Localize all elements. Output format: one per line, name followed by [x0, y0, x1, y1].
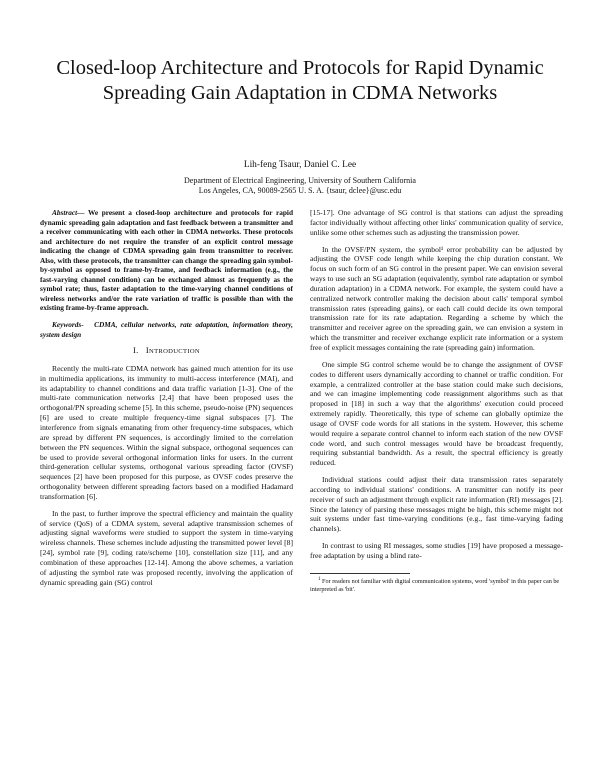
right-column [310, 208, 563, 595]
section-rest: NTRODUCTION [149, 348, 200, 356]
body-paragraph: In the past, to further improve the spectral efficiency and maintain the quality of service (QoS) of a CDMA system, several adaptive transmission schemes of adjusting signal waveforms were studied to support the system in time-varying wireless channels. These schemes include adjusting the transmitted power level [8][24], symbol rate [9], coding rate/scheme [10], constellation size [11], and any combination of these approaches [12-14]. Among the above schemes, a variation of adjusting the symbol rate was proposed recently, involving the application of dynamic spreading gain (SG) control [40, 508, 293, 587]
authors: Lih-feng Tsaur, Daniel C. Lee [243, 160, 357, 170]
affiliation [40, 176, 560, 197]
keywords [40, 320, 293, 339]
affiliation-dept: Department of Electrical Engineering, University of Southern California [184, 176, 416, 185]
section-numeral: I. [133, 345, 139, 356]
abstract [40, 208, 293, 313]
paper-title: Closed-loop Architecture and Protocols for Rapid Dynamic Spreading Gain Adaptation in CDMA Networks [56, 57, 544, 104]
keywords-text: CDMA, cellular networks, rate adaptation, information theory, system design [40, 320, 293, 339]
footnote [310, 578, 563, 595]
abstract-text: We present a closed-loop architecture and protocols for rapid dynamic spreading gain adaptation and fast feedback between a transmitter and a receiver communicating with each other in CDMA networks. These protocols and architecture do not require the transfer of an explicit control message indicating the change of CDMA spreading gain from transmitter to receiver. Also, with these protocols, the transmitter can change the spreading gain symbol-by-symbol as opposed to frame-by-frame, and feedback information (e.g., the fast-varying channel condition) can be exchanged almost as frequently as the symbol rate; thus, faster adaptation to the time-varying channel conditions of wireless networks and/or the rate variation of traffic is possible than with the existing frame-by-frame approach. [40, 208, 293, 313]
body-paragraph: Recently the multi-rate CDMA network has gained much attention for its use in multimedia applications, its immunity to multi-access interference (MAI), and its adaptability to channel conditions and data traffic variation [1-3]. One of the multi-rate communication networks [2,4] that have been proposed uses the orthogonal/PN spreading scheme [5]. In this scheme, pseudo-noise (PN) sequences [6] are used to create multiple frequency-time signal subspaces [7]. The interference from signals emanating from other frequency-time subspaces, which are spread by different PN sequences, is accordingly limited to the correlation between the PN sequences. Within the signal subspace, orthogonal sequences can be used to provide several orthogonal information links for users. In the current third-generation cellular systems, orthogonal various spreading factor (OVSF) sequences [2] have been proposed for this purpose, as OVSF codes preserve the orthogonality between different spreading factors based on a modified Hadamard transformation [6]. [40, 363, 293, 501]
footnote-rule [310, 573, 410, 574]
body-paragraph: One simple SG control scheme would be to change the assignment of OVSF codes to different users dynamically according to channel or traffic condition. For example, a centralized controller at the base station could make such decisions, and we can imagine implementing code reassignment algorithms such as that proposed in [18] in such a way that the algorithms' execution could proceed extremely rapidly. Theoretically, this type of scheme can globally optimize the usage of OVSF code words for all stations in the system. However, this scheme would require a separate control channel to inform each station of the new OVSF code word, and such control messages would have be broadcast frequently, requiring substantial bandwidth. As a result, the spectral efficiency is greatly reduced. [310, 359, 563, 468]
keywords-label: Keywords- [52, 320, 84, 330]
body-paragraph: [15-17]. One advantage of SG control is that stations can adjust the spreading factor individually without affecting other links' communication quality of service, unlike some other schemes such as adjusting the transmission power. [310, 208, 563, 237]
left-column [40, 208, 293, 595]
body-paragraph: Individual stations could adjust their data transmission rates separately according to individual stations' conditions. A transmitter can notify its peer receiver of such an adjustment through explicit rate information (RI) messages [2]. Since the latency of parsing these messages might be high, this scheme might not suit systems under fast time-varying conditions (e.g., fast time-varying fading channels). [310, 475, 563, 534]
abstract-label: Abstract— [52, 208, 85, 217]
footnote-marker: 1 [318, 576, 321, 582]
section-initial: I [145, 345, 150, 356]
section-heading-introduction [40, 346, 293, 357]
affiliation-address: Los Angeles, CA, 90089-2565 U. S. A. {tsaur, dclee}@usc.edu [198, 186, 402, 196]
body-paragraph: In the OVSF/PN system, the symbol¹ error probability can be adjusted by adjusting the OVSF code length while keeping the chip duration constant. We focus on such form of an SG control in the present paper. We can envision several ways to use such an SG adaptation (equivalently, symbol rate adaptation or symbol duration adaptation) in a CDMA network. For example, the system could have a centralized network controller making the decision about calls' temporal symbol transmission rates (spreading gains), or each call could decide its own temporal transmission rate for its rate adaptation. Regarding a scheme by which the transmitter and receiver agree on the spreading gain, we can envision a system in which the transmitter and receiver exchange explicit rate information or a system free of explicit messages containing the rate (spreading gain) information. [310, 244, 563, 352]
body-paragraph: In contrast to using RI messages, some studies [19] have proposed a message-free adaptation by using a blind rate- [310, 541, 563, 560]
footnote-text: For readers not familiar with digital communication systems, word 'symbol' in this paper can be interpreted as 'bit'. [310, 577, 560, 594]
